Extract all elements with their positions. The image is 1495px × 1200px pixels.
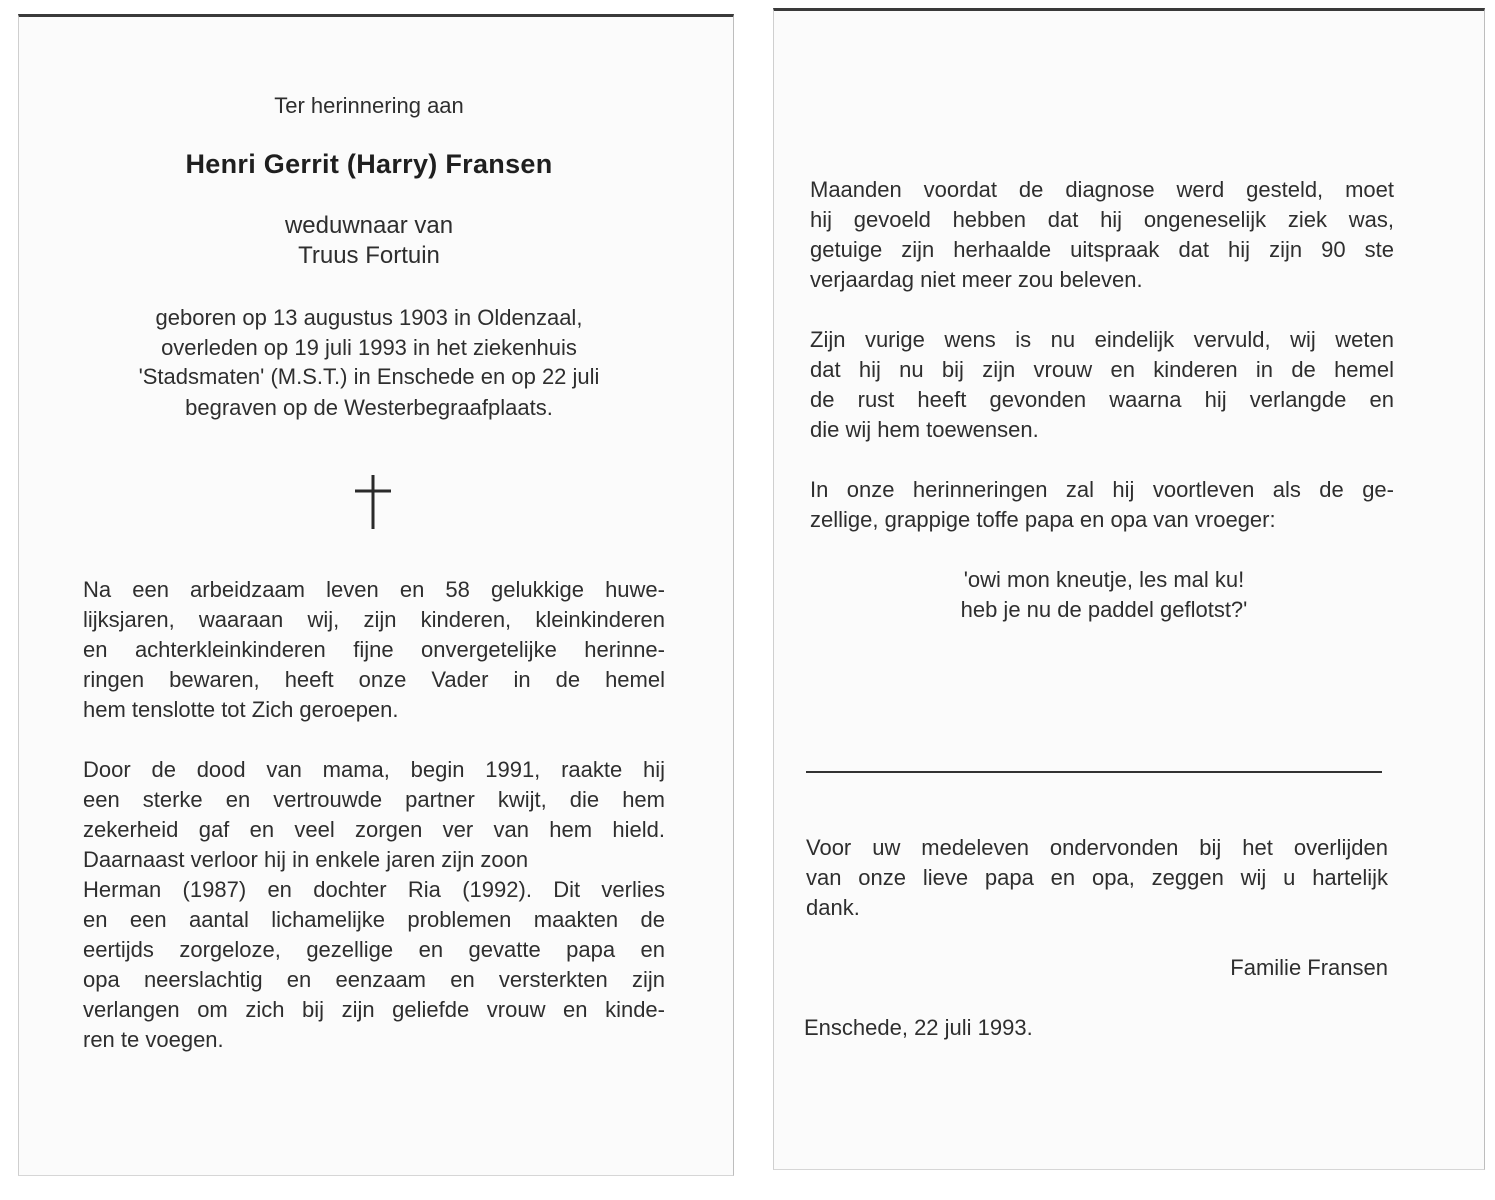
- birth-death-line: overleden op 19 juli 1993 in het ziekenhuis: [161, 335, 577, 360]
- paragraph-line: eertijds zorgeloze, gezellige en gevatte papa en: [83, 937, 665, 962]
- paragraph-line: opa neerslachtig en eenzaam en versterkten zijn: [83, 967, 665, 992]
- paragraph-line: Na een arbeidzaam leven en 58 gelukkige huwe-: [83, 577, 665, 602]
- deceased-name: Henri Gerrit (Harry) Fransen: [185, 149, 553, 179]
- widower-line: weduwnaar van: [284, 212, 454, 239]
- paragraph-line: getuige zijn herhaalde uitspraak dat hij zijn 90 ste: [810, 237, 1394, 262]
- paragraph-line: verjaardag niet meer zou beleven.: [810, 267, 1143, 292]
- paragraph-line: de rust heeft gevonden waarna hij verlangde en: [810, 387, 1394, 412]
- quote-line: heb je nu de paddel geflotst?': [960, 597, 1248, 622]
- paragraph-line: zellige, grappige toffe papa en opa van vroeger:: [810, 507, 1276, 532]
- signature: Familie Fransen: [1230, 955, 1388, 980]
- paragraph-line: Zijn vurige wens is nu eindelijk vervuld, wij weten: [810, 327, 1394, 352]
- paragraph-line: en achterkleinkinderen fijne onvergetelijke herinne-: [83, 637, 665, 662]
- paragraph-diagnosis: [810, 175, 1394, 295]
- birth-death-line: begraven op de Westerbegraafplaats.: [185, 395, 553, 420]
- paragraph-line: van onze lieve papa en opa, zeggen wij u hartelijk: [806, 865, 1388, 890]
- paragraph-line: zekerheid gaf en veel zorgen ver van hem hield.: [83, 817, 665, 842]
- paragraph-line: Maanden voordat de diagnose werd gesteld, moet: [810, 177, 1394, 202]
- cross-icon: [353, 473, 393, 531]
- paragraph-loss: [83, 755, 665, 1055]
- paragraph-wish: [810, 325, 1394, 445]
- quote-line: 'owi mon kneutje, les mal ku!: [963, 567, 1245, 592]
- intro-text: Ter herinnering aan: [274, 93, 464, 118]
- paragraph-line: Voor uw medeleven ondervonden bij het overlijden: [806, 835, 1388, 860]
- paragraph-life: [83, 575, 665, 725]
- paragraph-line: In onze herinneringen zal hij voortleven als de ge-: [810, 477, 1394, 502]
- memorial-card-right: [773, 8, 1485, 1170]
- paragraph-line: en een aantal lichamelijke problemen maakten de: [83, 907, 665, 932]
- paragraph-line: lijksjaren, waaraan wij, zijn kinderen, kleinkinderen: [83, 607, 665, 632]
- place-date: Enschede, 22 juli 1993.: [804, 1015, 1033, 1040]
- paragraph-line: verlangen om zich bij zijn geliefde vrouw en kinde-: [83, 997, 665, 1022]
- paragraph-memories: [810, 475, 1394, 535]
- paragraph-line: hem tenslotte tot Zich geroepen.: [83, 697, 399, 722]
- paragraph-line: ren te voegen.: [83, 1027, 224, 1052]
- paragraph-line: dat hij nu bij zijn vrouw en kinderen in de hemel: [810, 357, 1394, 382]
- paragraph-line: die wij hem toewensen.: [810, 417, 1039, 442]
- paragraph-line: Door de dood van mama, begin 1991, raakte hij: [83, 757, 665, 782]
- paragraph-line: een sterke en vertrouwde partner kwijt, die hem: [83, 787, 665, 812]
- paragraph-line: dank.: [806, 895, 860, 920]
- memorial-card-left: [18, 14, 734, 1176]
- paragraph-line: hij gevoeld hebben dat hij ongeneselijk ziek was,: [810, 207, 1394, 232]
- paragraph-line: Daarnaast verloor hij in enkele jaren zijn zoon: [83, 847, 529, 872]
- thanks-paragraph: [806, 833, 1388, 923]
- paragraph-line: ringen bewaren, heeft onze Vader in de hemel: [83, 667, 665, 692]
- birth-death-line: 'Stadsmaten' (M.S.T.) in Enschede en op 22 juli: [138, 364, 600, 389]
- birth-death-line: geboren op 13 augustus 1903 in Oldenzaal,: [155, 305, 583, 330]
- spouse-name: Truus Fortuin: [298, 242, 440, 269]
- divider-line: [806, 771, 1382, 773]
- paragraph-line: Herman (1987) en dochter Ria (1992). Dit verlies: [83, 877, 665, 902]
